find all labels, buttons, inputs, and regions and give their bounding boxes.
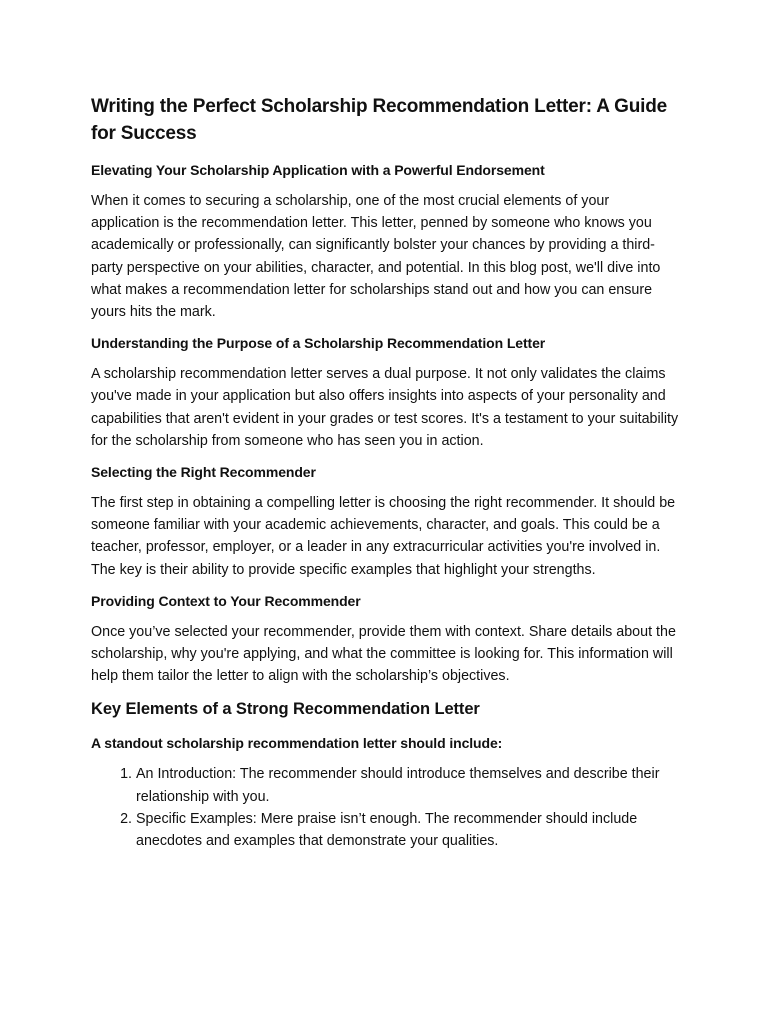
document-page: [91, 93, 681, 852]
section-heading-context: Providing Context to Your Recommender: [91, 592, 361, 609]
section-heading-purpose: Understanding the Purpose of a Scholarship Recommendation Letter: [91, 335, 546, 352]
document-title: Writing the Perfect Scholarship Recommendation Letter: A Guide for Success: [91, 96, 667, 144]
section-heading-recommender: Selecting the Right Recommender: [91, 464, 316, 481]
intro-paragraph: When it comes to securing a scholarship, one of the most crucial elements of your application is the recommendation letter. This letter, penned by someone who knows you academically or professionally, can significantly bolster your chances by providing a third-party perspective on your abilities, character, and potential. In this blog post, we'll dive into what makes a recommendation letter for scholarships stand out and how you can ensure yours hits the mark.: [91, 193, 661, 321]
key-elements-heading: Key Elements of a Strong Recommendation Letter: [91, 700, 480, 719]
key-elements-list: [91, 763, 681, 852]
section-body-context: Once you’ve selected your recommender, provide them with context. Share details about the scholarship, why you're applying, and what the committee is looking for. This information will help them tailor the letter to align with the scholarship’s objectives.: [91, 623, 676, 685]
document-subtitle: Elevating Your Scholarship Application with a Powerful Endorsement: [91, 162, 545, 178]
list-item: 1. An Introduction: The recommender should introduce themselves and describe their relationship with you.: [136, 763, 681, 807]
list-item: 2. Specific Examples: Mere praise isn’t enough. The recommender should include anecdotes and examples that demonstrate your qualities.: [136, 808, 681, 852]
section-body-recommender: The first step in obtaining a compelling letter is choosing the right recommender. It should be someone familiar with your academic achievements, character, and goals. This could be a teacher, professor, employer, or a leader in any extracurricular activities you're involved in. The key is their ability to provide specific examples that highlight your strengths.: [91, 495, 676, 578]
key-elements-lead: A standout scholarship recommendation letter should include:: [91, 735, 503, 752]
section-body-purpose: A scholarship recommendation letter serves a dual purpose. It not only validates the claims you've made in your application but also offers insights into aspects of your personality and capabilities that aren't evident in your grades or test scores. It's a testament to your suitability for the scholarship from someone who has seen you in action.: [91, 366, 679, 449]
